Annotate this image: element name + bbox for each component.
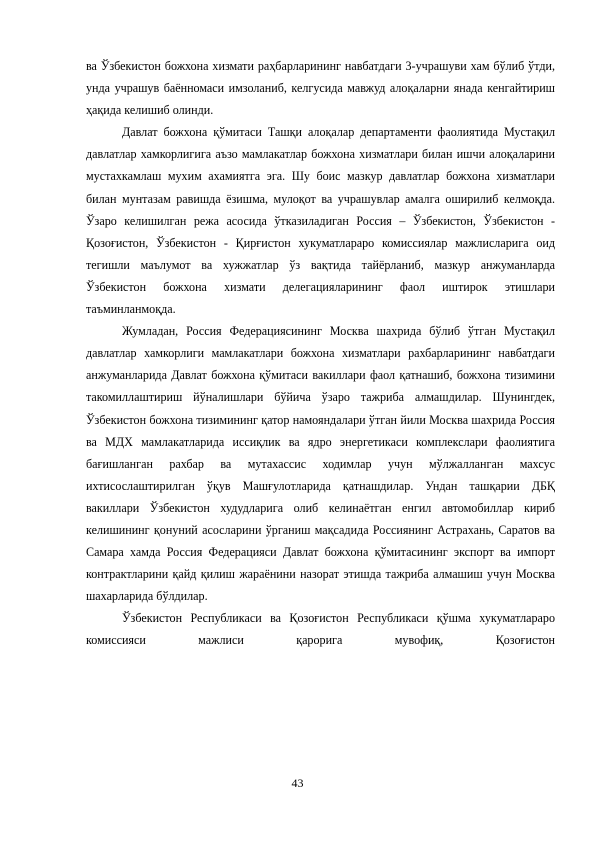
paragraph-4: Ўзбекистон Республикаси ва Қозоғистон Республикаси қўшма хукуматлараро комиссияси мажлиси қарорига мувофиқ, Қозоғистон <box>86 611 555 648</box>
page-number: 43 <box>291 776 304 790</box>
paragraph-3: Жумладан, Россия Федерациясининг Москва шахрида бўлиб ўтган Мустақил давлатлар хамкорлиги мамлакатлари божхона хизматлари рахбарларининг навбатдаги анжуманларида Давлат божхона қўмитаси вакиллари фаол қатнашиб, божхона тизимини такомиллаштириш йўналишлари бўйича ўзаро тажриба алмашдилар. Шунингдек, Ўзбекистон божхона тизимининг қатор намояндалари ўтган йили Москва шахрида Россия ва МДХ мамлакатларида иссиқлик ва ядро энергетикаси комплекслари фаолиятига бағишланган рахбар ва мутахассис ходимлар учун мўлжалланган махсус ихтисослаштирилган ўқув Машғулотларида қатнашдилар. Ундан ташқарии ДБҚ вакиллари Ўзбекистон худудларига олиб келинаётган енгил автомобиллар кириб келишининг қонуний асосларини ўрганиш мақсадида Россиянинг Астрахань, Саратов ва Самара хамда Россия Федерацияси Давлат божхона қўмитасининг экспорт ва импорт контрактларини қайд қилиш жараёнини назорат этишда тажриба алмашиш учун Москва шахарларида бўлдилар. <box>86 324 555 604</box>
document-body <box>86 55 555 652</box>
paragraph-2: Давлат божхона қўмитаси Ташқи алоқалар департаменти фаолиятида Мустақил давлатлар хамкорлигига аъзо мамлакатлар божхона хизматлари билан ишчи алоқаларини мустахкамлаш мухим ахамиятга эга. Шу боис мазкур давлатлар божхона хизматлари билан мунтазам равишда ёзишма, мулоқот ва учрашувлар амалга оширилиб келмоқда. Ўзаро келишилган режа асосида ўтказиладиган Россия – Ўзбекистон, Ўзбекистон - Қозоғистон, Ўзбекистон - Қирғистон хукуматлараро комиссиялар мажлисларига оид тегишли маълумот ва хужжатлар ўз вақтида тайёрланиб, мазкур анжуманларда Ўзбекистон божхона хизмати делегацияларининг фаол иштирок этишлари таъминланмоқда. <box>86 125 555 317</box>
paragraph-1: ва Ўзбекистон божхона хизмати раҳбарларининг навбатдаги 3-учрашуви хам бўлиб ўтди, унда учрашув баённомаси имзоланиб, келгусида мавжуд алоқаларни янада кенгайтириш ҳақида келишиб олинди. <box>86 59 555 118</box>
